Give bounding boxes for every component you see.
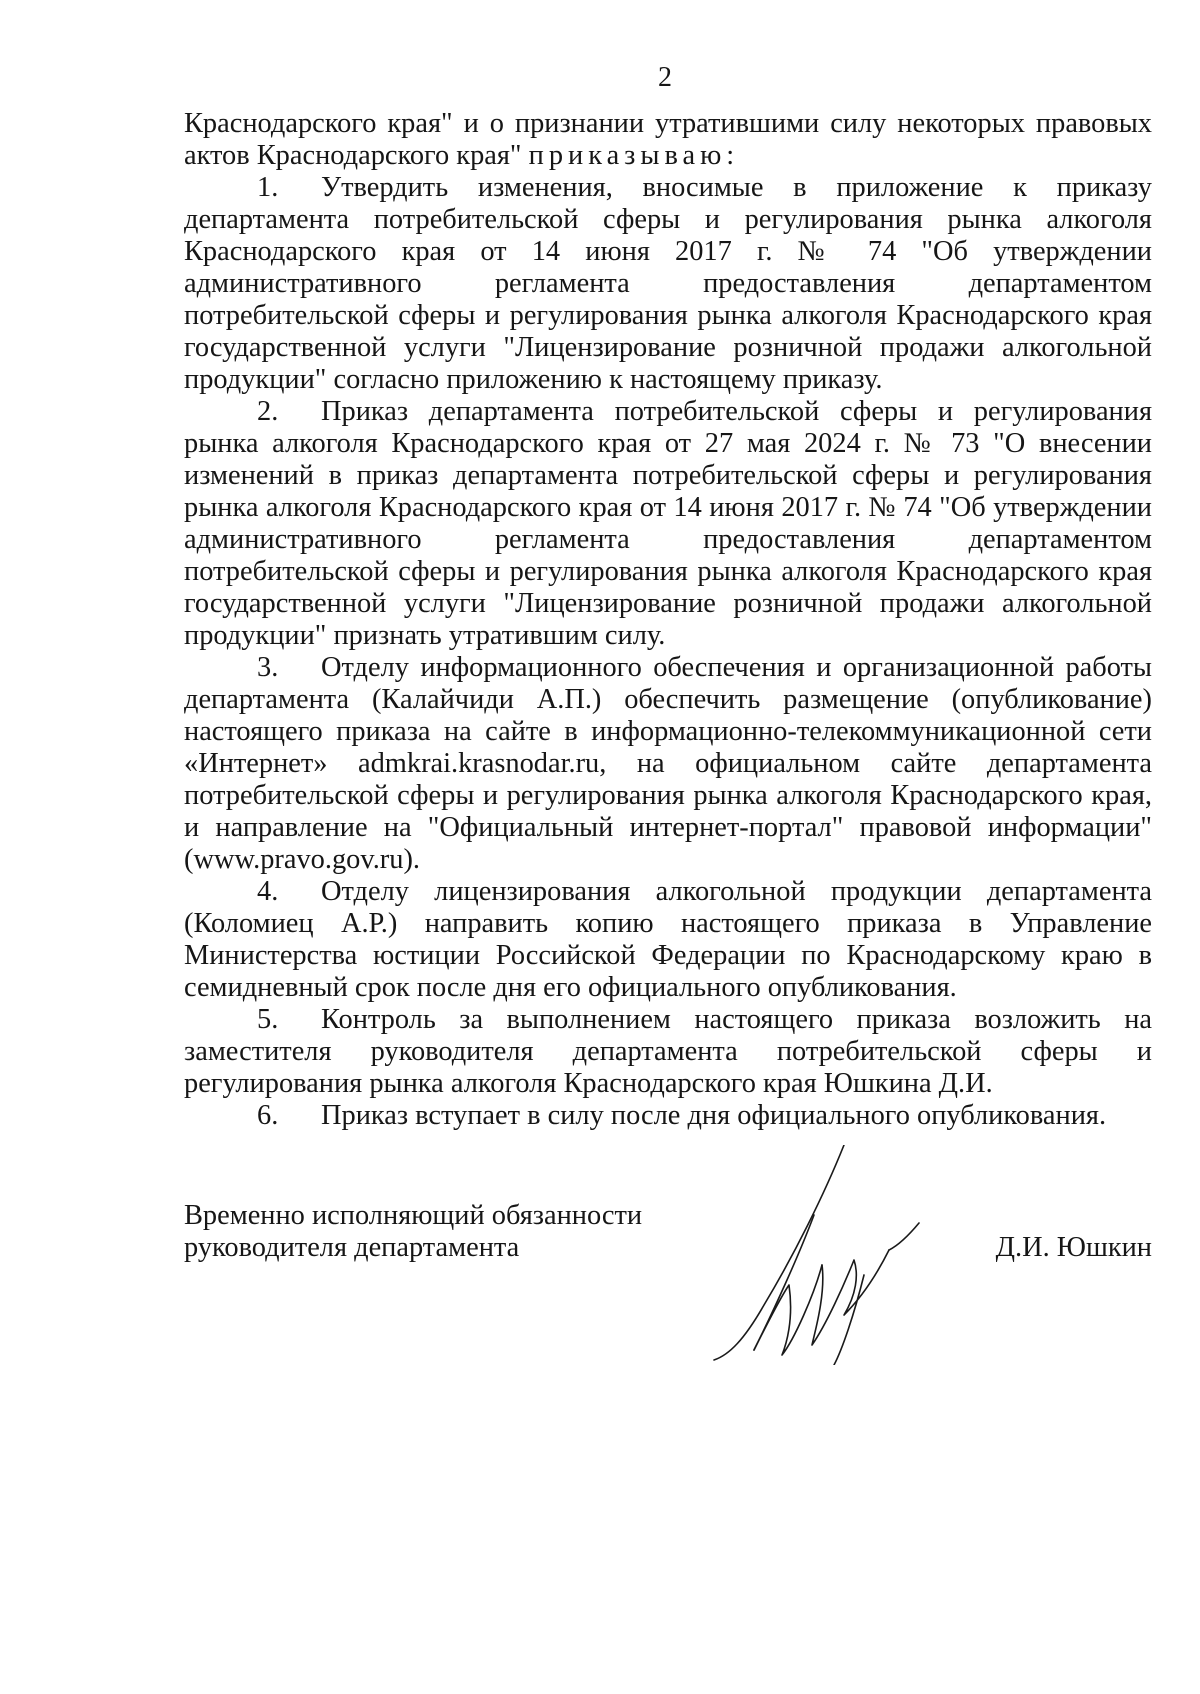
item-number: 6. xyxy=(257,1100,279,1131)
signatory-position-line-1: Временно исполняющий обязанности xyxy=(184,1200,643,1231)
order-item-5 xyxy=(184,1004,1152,1100)
item-number: 1. xyxy=(257,172,279,203)
handwritten-signature xyxy=(694,1145,934,1365)
signatory-name: Д.И. Юшкин xyxy=(995,1232,1152,1263)
order-keyword: приказываю: xyxy=(528,140,740,171)
signature-block xyxy=(184,1200,1152,1360)
item-number: 5. xyxy=(257,1004,279,1035)
item-text: Отделу информационного обеспечения и организационной работы департамента (Калайчиди А.П.) обеспечить размещение (опубликование) настоящего приказа на сайте в информационно-телекоммуникационной сети «Интернет» admkrai.krasnodar.ru, на официальном сайте департамента потребительской сферы и регулирования рынка алкоголя Краснодарского края, и направление на "Официальный интернет-портал" правовой информации" (www.pravo.gov.ru). xyxy=(184,652,1152,875)
order-body xyxy=(184,108,1152,1132)
intro-text: Краснодарского края" и о признании утратившими силу некоторых правовых актов Краснодарского края" xyxy=(184,108,1152,171)
item-text: Утвердить изменения, вносимые в приложение к приказу департамента потребительской сферы и регулирования рынка алкоголя Краснодарского края от 14 июня 2017 г. № 74 "Об утверждении административного регламента предоставления департаментом потребительской сферы и регулирования рынка алкоголя Краснодарского края государственной услуги "Лицензирование розничной продажи алкогольной продукции" согласно приложению к настоящему приказу. xyxy=(184,172,1152,395)
item-number: 2. xyxy=(257,396,279,427)
order-item-2 xyxy=(184,396,1152,652)
item-text: Приказ департамента потребительской сферы и регулирования рынка алкоголя Краснодарского края от 27 мая 2024 г. № 73 "О внесении изменений в приказ департамента потребительской сферы и регулирования рынка алкоголя Краснодарского края от 14 июня 2017 г. № 74 "Об утверждении административного регламента предоставления департаментом потребительской сферы и регулирования рынка алкоголя Краснодарского края государственной услуги "Лицензирование розничной продажи алкогольной продукции" признать утратившим силу. xyxy=(184,396,1152,651)
signatory-position xyxy=(184,1200,642,1264)
item-number: 3. xyxy=(257,652,279,683)
page-number: 2 xyxy=(658,62,672,93)
item-number: 4. xyxy=(257,876,279,907)
order-item-1 xyxy=(184,172,1152,396)
signatory-position-line-2: руководителя департамента xyxy=(184,1232,520,1263)
intro-paragraph xyxy=(184,108,1152,172)
item-text: Отделу лицензирования алкогольной продукции департамента (Коломиец А.Р.) направить копию настоящего приказа в Управление Министерства юстиции Российской Федерации по Краснодарскому краю в семидневный срок после дня его официального опубликования. xyxy=(184,876,1152,1003)
item-text: Контроль за выполнением настоящего приказа возложить на заместителя руководителя департамента потребительской сферы и регулирования рынка алкоголя Краснодарского края Юшкина Д.И. xyxy=(184,1004,1152,1099)
order-item-6 xyxy=(184,1100,1152,1132)
order-item-3 xyxy=(184,652,1152,876)
order-item-4 xyxy=(184,876,1152,1004)
item-text: Приказ вступает в силу после дня официального опубликования. xyxy=(321,1100,1107,1131)
